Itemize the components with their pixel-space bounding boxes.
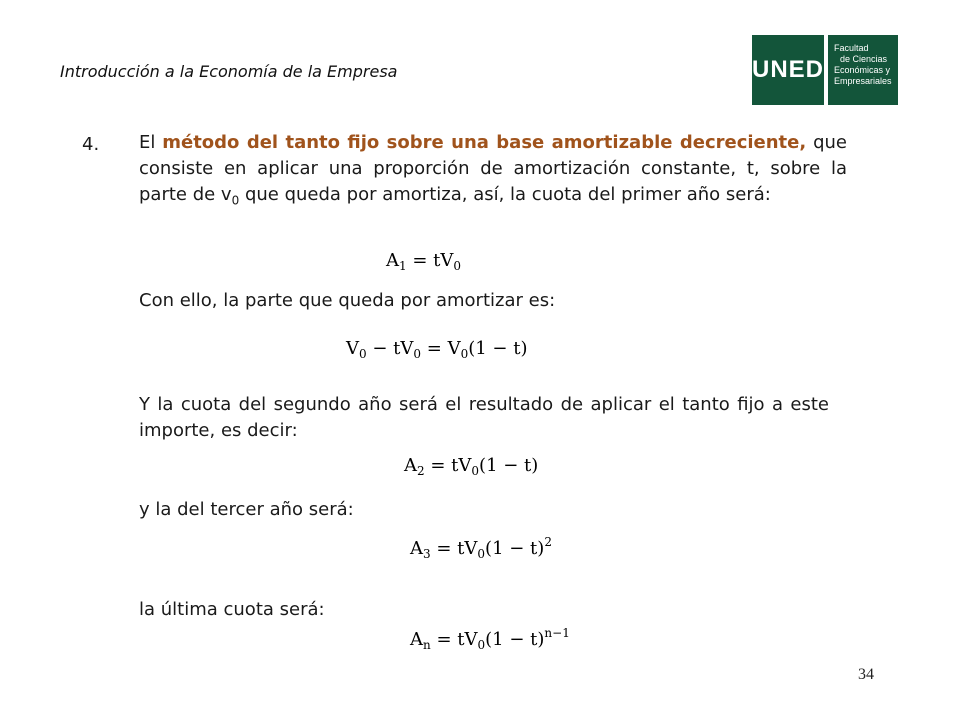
paragraph-method	[139, 130, 847, 214]
formula-a1: $A_1 = tV_0$	[386, 250, 462, 273]
paragraph-last-quota: la última cuota será:	[139, 599, 325, 620]
logo-faculty-line: Económicas y	[834, 65, 891, 75]
method-highlight: método del tanto fijo sobre una base amortizable decreciente,	[162, 132, 807, 153]
page-number: 34	[858, 666, 874, 683]
paragraph-lead: El	[139, 132, 163, 153]
logo-faculty-line: de Ciencias	[840, 54, 888, 64]
item-number: 4.	[82, 134, 100, 155]
paragraph-remaining: Con ello, la parte que queda por amortizar es:	[139, 290, 556, 311]
formula-an: $A_n = tV_0(1 - t)^{n-1}$	[410, 626, 570, 652]
logo-faculty-line: Facultad	[834, 43, 869, 53]
course-title: Introducción a la Economía de la Empresa	[60, 62, 398, 81]
formula-remaining: $V_0 - tV_0 = V_0(1 - t)$	[346, 338, 528, 361]
subscript: 0	[231, 193, 240, 208]
paragraph-text: que queda por amortiza, así, la cuota del primer año será:	[239, 184, 771, 205]
paragraph-third-year: y la del tercer año será:	[139, 499, 354, 520]
paragraph-text: que consiste en aplicar una proporción de amortización constante, t, sobre la parte de v	[139, 132, 847, 205]
paragraph-second-year: Y la cuota del segundo año será el resultado de aplicar el tanto fijo a este importe, es decir:	[139, 394, 829, 441]
formula-a3: $A_3 = tV_0(1 - t)^2$	[410, 535, 552, 561]
logo-brand: UNED	[752, 35, 824, 105]
formula-a2: $A_2 = tV_0(1 - t)$	[404, 455, 539, 478]
logo-faculty	[828, 35, 898, 105]
uned-logo	[752, 35, 898, 105]
logo-faculty-line: Empresariales	[834, 76, 892, 86]
